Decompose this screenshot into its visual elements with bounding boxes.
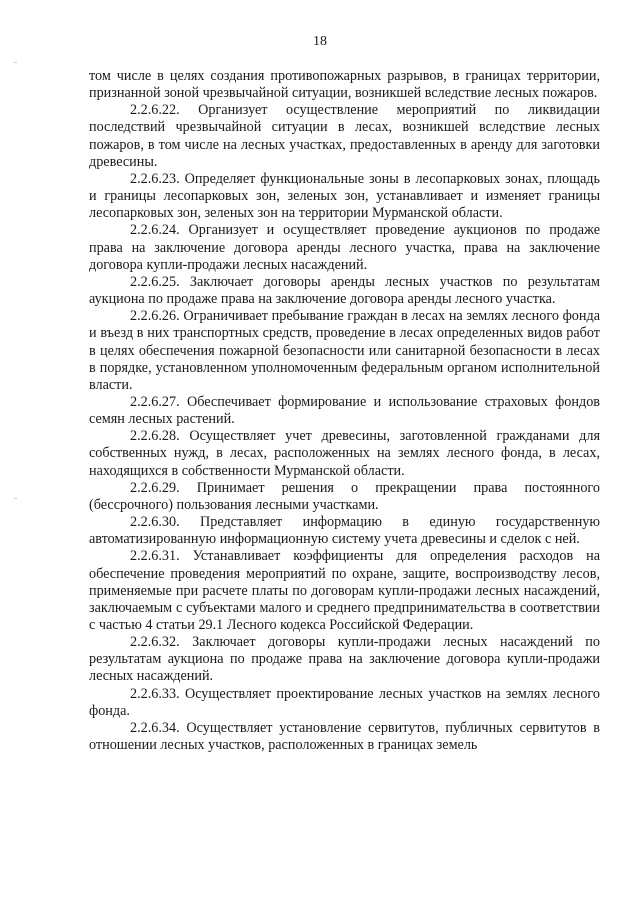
page-number: 18 <box>313 34 327 49</box>
paragraph-2-2-6-31: 2.2.6.31. Устанавливает коэффициенты для определения расходов на обеспечение проведения мероприятий по охране, защите, воспроизводству лесов, применяемые при расчете платы по договорам купли-продажи лесных насаждений, заключаемым с субъектами малого и среднего предпринимательства в соответствии с частью 4 статьи 29.1 Лесного кодекса Российской Федерации. <box>89 548 600 633</box>
paragraph-2-2-6-26: 2.2.6.26. Ограничивает пребывание граждан в лесах на землях лесного фонда и въезд в них транспортных средств, проведение в лесах определенных видов работ в целях обеспечения пожарной безопасности или санитарной безопасности в лесах в порядке, установленном уполномоченным федеральным органом исполнительной власти. <box>89 308 600 393</box>
paragraph-2-2-6-30: 2.2.6.30. Представляет информацию в единую государственную автоматизированную информационную систему учета древесины и сделок с ней. <box>89 514 600 548</box>
paragraph-2-2-6-32: 2.2.6.32. Заключает договоры купли-продажи лесных насаждений по результатам аукциона по продаже права на заключение договора купли-продажи лесных насаждений. <box>89 634 600 685</box>
paragraph-2-2-6-24: 2.2.6.24. Организует и осуществляет проведение аукционов по продаже права на заключение договора аренды лесного участка, права на заключение договора купли-продажи лесных насаждений. <box>89 222 600 273</box>
document-body <box>89 68 600 754</box>
paragraph-2-2-6-22: 2.2.6.22. Организует осуществление мероприятий по ликвидации последствий чрезвычайной ситуации в лесах, возникшей вследствие лесных пожаров, в том числе на лесных участках, предоставленных в аренду для заготовки древесины. <box>89 102 600 170</box>
scan-margin-mark <box>14 62 17 63</box>
paragraph-continuation: том числе в целях создания противопожарных разрывов, в границах территории, признанной зоной чрезвычайной ситуации, возникшей вследствие лесных пожаров. <box>89 68 600 102</box>
scan-margin-mark <box>14 498 17 499</box>
paragraph-2-2-6-29: 2.2.6.29. Принимает решения о прекращении права постоянного (бессрочного) пользования лесными участками. <box>89 479 600 513</box>
paragraph-2-2-6-28: 2.2.6.28. Осуществляет учет древесины, заготовленной гражданами для собственных нужд, в лесах, расположенных на землях лесного фонда, в лесах, находящихся в собственности Мурманской области. <box>89 428 600 479</box>
paragraph-2-2-6-23: 2.2.6.23. Определяет функциональные зоны в лесопарковых зонах, площадь и границы лесопарковых зон, зеленых зон, устанавливает и изменяет границы лесопарковых зон, зеленых зон на территории Мурманской области. <box>89 170 600 222</box>
paragraph-2-2-6-27: 2.2.6.27. Обеспечивает формирование и использование страховых фондов семян лесных растений. <box>89 393 600 428</box>
paragraph-2-2-6-33: 2.2.6.33. Осуществляет проектирование лесных участков на землях лесного фонда. <box>89 685 600 719</box>
paragraph-2-2-6-25: 2.2.6.25. Заключает договоры аренды лесных участков по результатам аукциона по продаже права на заключение договора аренды лесного участка. <box>89 273 600 308</box>
paragraph-2-2-6-34: 2.2.6.34. Осуществляет установление сервитутов, публичных сервитутов в отношении лесных участков, расположенных в границах земель <box>89 719 600 754</box>
